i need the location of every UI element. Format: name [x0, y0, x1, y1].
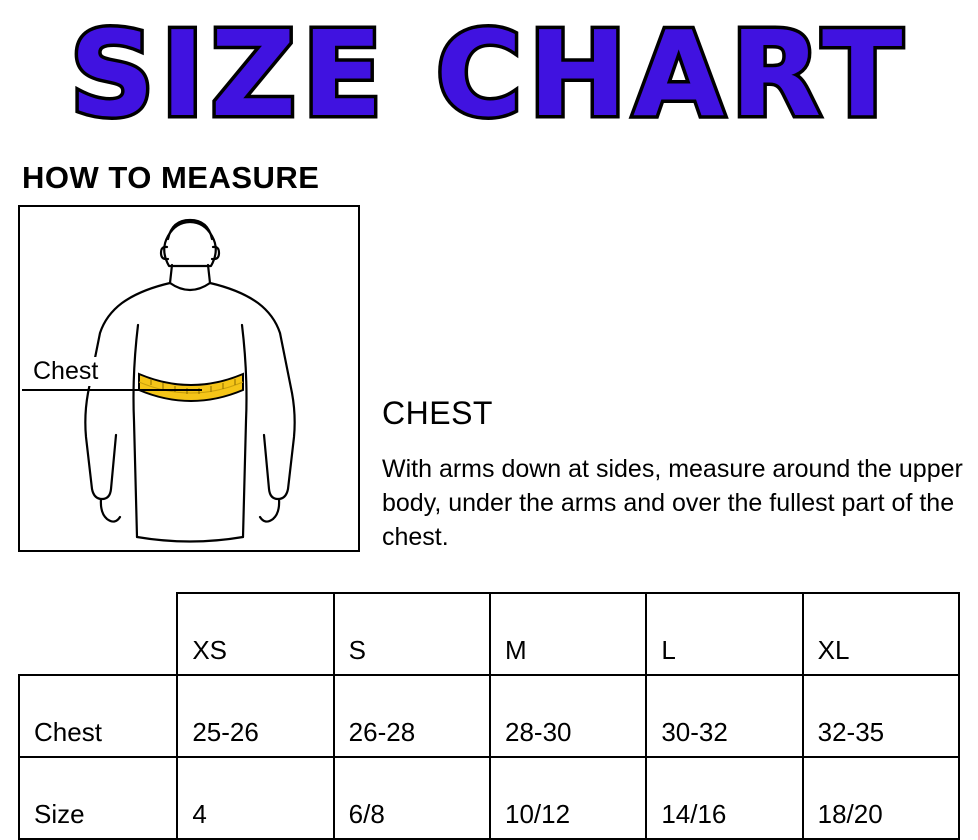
table-row — [19, 675, 959, 757]
cell-size-xl: 18/20 — [803, 757, 959, 839]
chest-label: Chest — [33, 357, 99, 385]
chest-leader-line — [22, 389, 202, 391]
cell-chest-l: 30-32 — [646, 675, 802, 757]
chest-section-description: With arms down at sides, measure around the upper body, under the arms and over the fullest part of the chest. — [382, 455, 963, 551]
chest-section-heading: CHEST — [382, 395, 493, 431]
table-header-xs: XS — [177, 593, 333, 675]
cell-size-s: 6/8 — [334, 757, 490, 839]
table-row — [19, 757, 959, 839]
row-label-chest: Chest — [19, 675, 177, 757]
table-header-s: S — [334, 593, 490, 675]
page-title: SIZE CHART — [69, 5, 909, 143]
right-arm — [210, 283, 295, 522]
cell-size-l: 14/16 — [646, 757, 802, 839]
cell-chest-s: 26-28 — [334, 675, 490, 757]
cell-chest-xs: 25-26 — [177, 675, 333, 757]
tape-measure — [139, 374, 243, 401]
cell-size-m: 10/12 — [490, 757, 646, 839]
cell-chest-m: 28-30 — [490, 675, 646, 757]
cell-size-xs: 4 — [177, 757, 333, 839]
size-chart-table — [18, 592, 960, 840]
left-arm — [85, 283, 170, 522]
cell-chest-xl: 32-35 — [803, 675, 959, 757]
table-header-xl: XL — [803, 593, 959, 675]
table-header-m: M — [490, 593, 646, 675]
torso-left — [134, 325, 139, 537]
row-label-size: Size — [19, 757, 177, 839]
torso-right — [242, 325, 247, 537]
neck — [170, 265, 210, 283]
table-header-l: L — [646, 593, 802, 675]
table-header-row — [19, 593, 959, 675]
collar — [170, 283, 210, 290]
hem — [137, 537, 243, 542]
how-to-measure-heading: HOW TO MEASURE — [22, 160, 320, 195]
table-corner-cell — [19, 593, 177, 675]
